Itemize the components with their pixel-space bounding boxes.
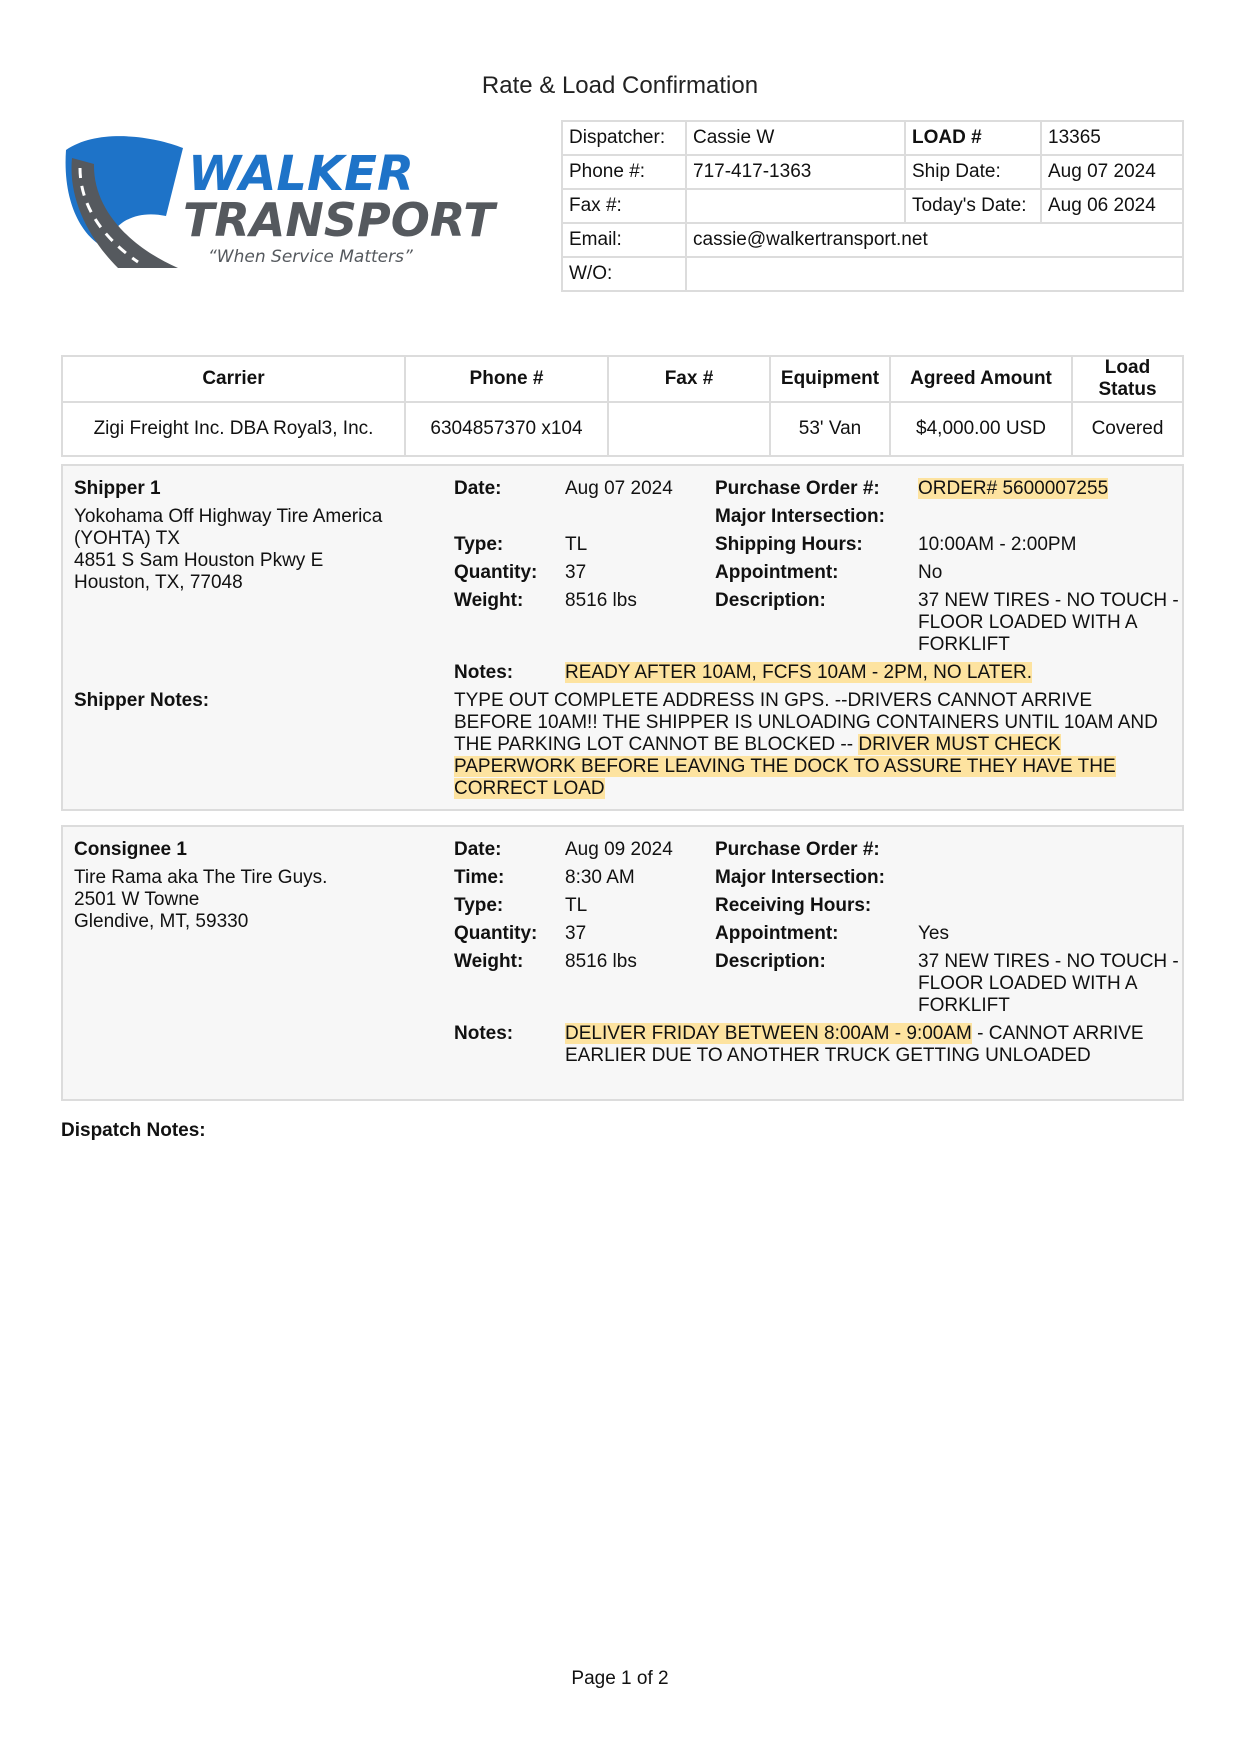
shipper-notes-label: Notes:	[454, 662, 514, 683]
logo-tagline: “When Service Matters”	[208, 247, 413, 267]
shipper-hours-value: 10:00AM - 2:00PM	[918, 534, 1077, 555]
email-label: Email:	[562, 223, 686, 257]
consignee-type-label: Type:	[454, 895, 504, 916]
consignee-notes-highlight: DELIVER FRIDAY BETWEEN 8:00AM - 9:00AM	[565, 1023, 972, 1044]
consignee-weight-value: 8516 lbs	[565, 951, 637, 972]
page-number: Page 1 of 2	[571, 1668, 669, 1689]
consignee-time-label: Time:	[454, 867, 505, 888]
shipper-date-value: Aug 07 2024	[565, 478, 673, 499]
consignee-name: Tire Rama aka The Tire Guys.	[74, 867, 328, 888]
consignee-address-line1: 2501 W Towne	[74, 889, 200, 910]
shipper-po-highlight: ORDER# 5600007255	[918, 478, 1109, 499]
shipper-notes-text	[454, 690, 1174, 800]
carrier-name: Zigi Freight Inc. DBA Royal3, Inc.	[62, 402, 405, 456]
ship-date-label: Ship Date:	[905, 155, 1041, 189]
carrier-load-status: Covered	[1072, 402, 1183, 456]
carrier-agreed-amount: $4,000.00 USD	[890, 402, 1072, 456]
table-row	[62, 402, 1183, 456]
shipper-po-value	[918, 478, 1180, 500]
shipper-type-value: TL	[565, 534, 588, 555]
shipper-weight-label: Weight:	[454, 590, 524, 611]
shipper-date-label: Date:	[454, 478, 502, 499]
document-title: Rate & Load Confirmation	[481, 72, 759, 99]
consignee-appointment-label: Appointment:	[715, 923, 839, 944]
column-header-fax: Fax #	[608, 356, 770, 402]
wo-label: W/O:	[562, 257, 686, 291]
shipper-notes-highlight: READY AFTER 10AM, FCFS 10AM - 2PM, NO LATER.	[565, 662, 1033, 683]
consignee-quantity-label: Quantity:	[454, 923, 538, 944]
phone-value: 717-417-1363	[686, 155, 905, 189]
email-value[interactable]: cassie@walkertransport.net	[686, 223, 1183, 257]
road-swoosh-icon	[58, 128, 495, 278]
wo-value	[686, 257, 1183, 291]
shipper-address-line1: 4851 S Sam Houston Pkwy E	[74, 550, 324, 571]
consignee-description-value: 37 NEW TIRES - NO TOUCH - FLOOR LOADED WITH A FORKLIFT	[918, 951, 1179, 1016]
shipper-name: Yokohama Off Highway Tire America (YOHTA) TX	[74, 506, 383, 549]
shipper-notes-plain: TYPE OUT COMPLETE ADDRESS IN GPS. --DRIVERS CANNOT ARRIVE BEFORE 10AM!! THE SHIPPER IS UNLOADING CONTAINERS UNTIL 10AM AND THE PARKING LOT CANNOT BE BLOCKED --	[454, 690, 1158, 755]
fax-value	[686, 189, 905, 223]
load-number-value: 13365	[1041, 121, 1183, 155]
consignee-section	[61, 825, 1184, 1101]
dispatch-notes-label: Dispatch Notes:	[61, 1120, 206, 1141]
consignee-weight-label: Weight:	[454, 951, 524, 972]
consignee-description-label: Description:	[715, 951, 826, 972]
carrier-fax	[608, 402, 770, 456]
shipper-quantity-label: Quantity:	[454, 562, 538, 583]
consignee-notes-value	[565, 1023, 1175, 1067]
consignee-time-value: 8:30 AM	[565, 867, 635, 888]
column-header-agreed-amount: Agreed Amount	[890, 356, 1072, 402]
column-header-carrier: Carrier	[62, 356, 405, 402]
shipper-section	[61, 464, 1184, 811]
dispatch-info-table	[561, 120, 1184, 292]
todays-date-label: Today's Date:	[905, 189, 1041, 223]
shipper-notes-value	[565, 662, 1175, 684]
carrier-equipment: 53' Van	[770, 402, 890, 456]
consignee-date-value: Aug 09 2024	[565, 839, 673, 860]
carrier-phone: 6304857370 x104	[405, 402, 608, 456]
consignee-type-value: TL	[565, 895, 588, 916]
shipper-appointment-value: No	[918, 562, 943, 583]
shipper-notes-highlighted: DRIVER MUST CHECK PAPERWORK BEFORE LEAVING THE DOCK TO ASSURE THEY HAVE THE CORRECT LOAD	[454, 734, 1116, 799]
column-header-equipment: Equipment	[770, 356, 890, 402]
shipper-intersection-label: Major Intersection:	[715, 506, 885, 527]
consignee-quantity-value: 37	[565, 923, 587, 944]
shipper-title: Shipper 1	[74, 478, 161, 499]
ship-date-value: Aug 07 2024	[1041, 155, 1183, 189]
column-header-phone: Phone #	[405, 356, 608, 402]
company-logo	[58, 128, 495, 278]
dispatcher-label: Dispatcher:	[562, 121, 686, 155]
shipper-quantity-value: 37	[565, 562, 587, 583]
consignee-notes-label: Notes:	[454, 1023, 514, 1044]
consignee-address-line2: Glendive, MT, 59330	[74, 911, 249, 932]
carrier-header-row	[62, 356, 1183, 402]
shipper-address-line2: Houston, TX, 77048	[74, 572, 243, 593]
shipper-notes-heading: Shipper Notes:	[74, 690, 210, 711]
fax-label: Fax #:	[562, 189, 686, 223]
shipper-description-value: 37 NEW TIRES - NO TOUCH - FLOOR LOADED WITH A FORKLIFT	[918, 590, 1179, 655]
shipper-appointment-label: Appointment:	[715, 562, 839, 583]
consignee-date-label: Date:	[454, 839, 502, 860]
consignee-po-label: Purchase Order #:	[715, 839, 880, 860]
shipper-hours-label: Shipping Hours:	[715, 534, 863, 555]
load-number-label: LOAD #	[905, 121, 1041, 155]
consignee-notes-plain: - CANNOT ARRIVE EARLIER DUE TO ANOTHER TRUCK GETTING UNLOADED	[565, 1023, 1144, 1066]
consignee-intersection-label: Major Intersection:	[715, 867, 885, 888]
logo-name: WALKER	[188, 146, 414, 202]
phone-label: Phone #:	[562, 155, 686, 189]
shipper-description-label: Description:	[715, 590, 826, 611]
shipper-weight-value: 8516 lbs	[565, 590, 637, 611]
shipper-po-label: Purchase Order #:	[715, 478, 880, 499]
consignee-hours-label: Receiving Hours:	[715, 895, 872, 916]
todays-date-value: Aug 06 2024	[1041, 189, 1183, 223]
dispatcher-value: Cassie W	[686, 121, 905, 155]
column-header-load-status: Load Status	[1072, 356, 1183, 402]
consignee-title: Consignee 1	[74, 839, 187, 860]
shipper-type-label: Type:	[454, 534, 504, 555]
logo-name-2: TRANSPORT	[183, 193, 495, 247]
carrier-table	[61, 355, 1184, 457]
consignee-appointment-value: Yes	[918, 923, 949, 944]
